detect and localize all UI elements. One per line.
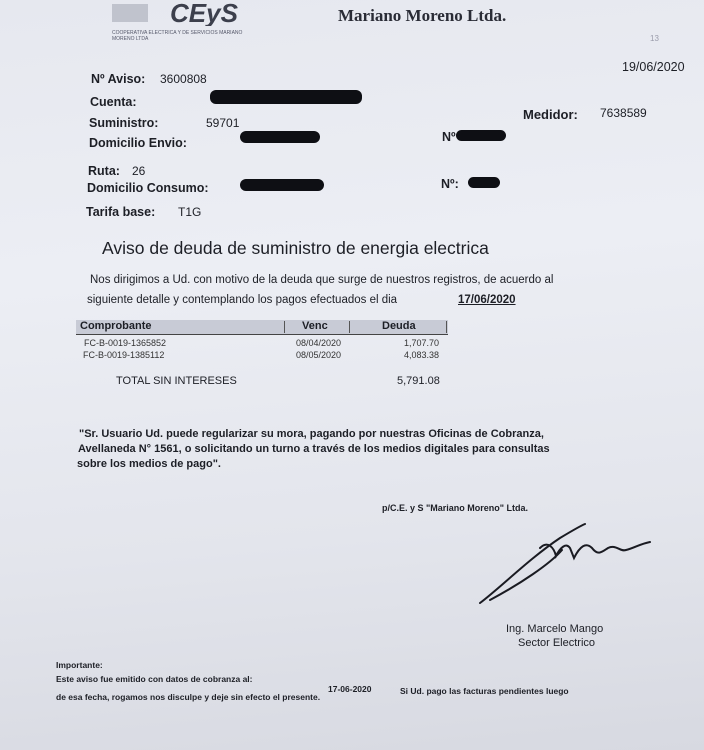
notice-line-1: Nos dirigimos a Ud. con motivo de la deuda que surge de nuestros registros, de acuerdo al <box>90 274 554 286</box>
col-comprobante: Comprobante <box>80 320 152 332</box>
company-name: Mariano Moreno Ltda. <box>338 6 507 25</box>
column-divider <box>284 321 285 333</box>
row-2-comprobante: FC-B-0019-1385112 <box>83 350 165 360</box>
footer-line-2: de esa fecha, rogamos nos disculpe y deje sin efecto el presente. <box>56 692 321 702</box>
row-1-venc: 08/04/2020 <box>296 338 342 348</box>
message-line-2: Avellaneda N° 1561, o solicitando un turno a través de los medios digitales para consultas <box>78 443 550 455</box>
numero-label-1: Nº <box>442 130 456 144</box>
medidor-label: Medidor: <box>523 107 578 122</box>
ruta-value: 26 <box>132 164 146 178</box>
total-label: TOTAL SIN INTERESES <box>116 375 237 387</box>
svg-text:CEyS: CEyS <box>170 0 238 26</box>
row-2-venc: 08/05/2020 <box>296 350 342 360</box>
notice-title: Aviso de deuda de suministro de energia electrica <box>102 238 489 258</box>
company-logo <box>112 0 262 26</box>
suministro-label: Suministro: <box>89 116 159 130</box>
cuenta-label: Cuenta: <box>90 95 137 109</box>
row-1-comprobante: FC-B-0019-1365852 <box>84 338 167 348</box>
notice-payment-date: 17/06/2020 <box>458 294 516 306</box>
redaction <box>240 131 320 143</box>
tarifa-value: T1G <box>178 205 202 219</box>
column-divider <box>349 321 350 333</box>
redaction <box>240 179 324 191</box>
redaction <box>468 177 500 188</box>
redaction <box>456 130 506 141</box>
aviso-value: 3600808 <box>160 72 207 86</box>
notice-date: 19/06/2020 <box>622 60 685 74</box>
corner-mark: 13 <box>650 34 659 43</box>
signature-entity: p/C.E. y S "Mariano Moreno" Ltda. <box>382 503 529 513</box>
domicilio-consumo-label: Domicilio Consumo: <box>87 181 209 195</box>
redaction <box>210 90 362 104</box>
signer-name: Ing. Marcelo Mango <box>506 623 604 635</box>
domicilio-envio-label: Domicilio Envio: <box>89 136 187 150</box>
footer-line-1b: Si Ud. pago las facturas pendientes luego <box>400 686 569 696</box>
footer-line-1-date: 17-06-2020 <box>328 684 372 694</box>
column-divider <box>446 321 447 333</box>
col-deuda: Deuda <box>382 320 416 332</box>
aviso-label: Nº Aviso: <box>91 72 146 86</box>
numero-label-2: Nº: <box>441 177 459 191</box>
row-2-deuda: 4,083.38 <box>404 350 440 360</box>
message-line-3: sobre los medios de pago". <box>77 458 221 470</box>
ruta-label: Ruta: <box>88 164 120 178</box>
col-venc: Venc <box>302 320 328 332</box>
logo-subtitle: COOPERATIVA ELECTRICA Y DE SERVICIOS MARIANO MORENO LTDA <box>112 30 243 42</box>
total-value: 5,791.08 <box>397 375 440 387</box>
footer-line-1a: Este aviso fue emitido con datos de cobranza al: <box>56 674 253 684</box>
importante-label: Importante: <box>56 660 103 670</box>
suministro-value: 59701 <box>206 116 240 130</box>
message-line-1: "Sr. Usuario Ud. puede regularizar su mora, pagando por nuestras Oficinas de Cobranza, <box>79 428 544 440</box>
row-1-deuda: 1,707.70 <box>404 338 440 348</box>
signer-role: Sector Electrico <box>518 637 596 649</box>
tarifa-label: Tarifa base: <box>86 205 156 219</box>
notice-line-2: siguiente detalle y contemplando los pagos efectuados el dia <box>87 294 398 306</box>
handwritten-signature <box>470 518 660 608</box>
medidor-value: 7638589 <box>600 106 647 120</box>
